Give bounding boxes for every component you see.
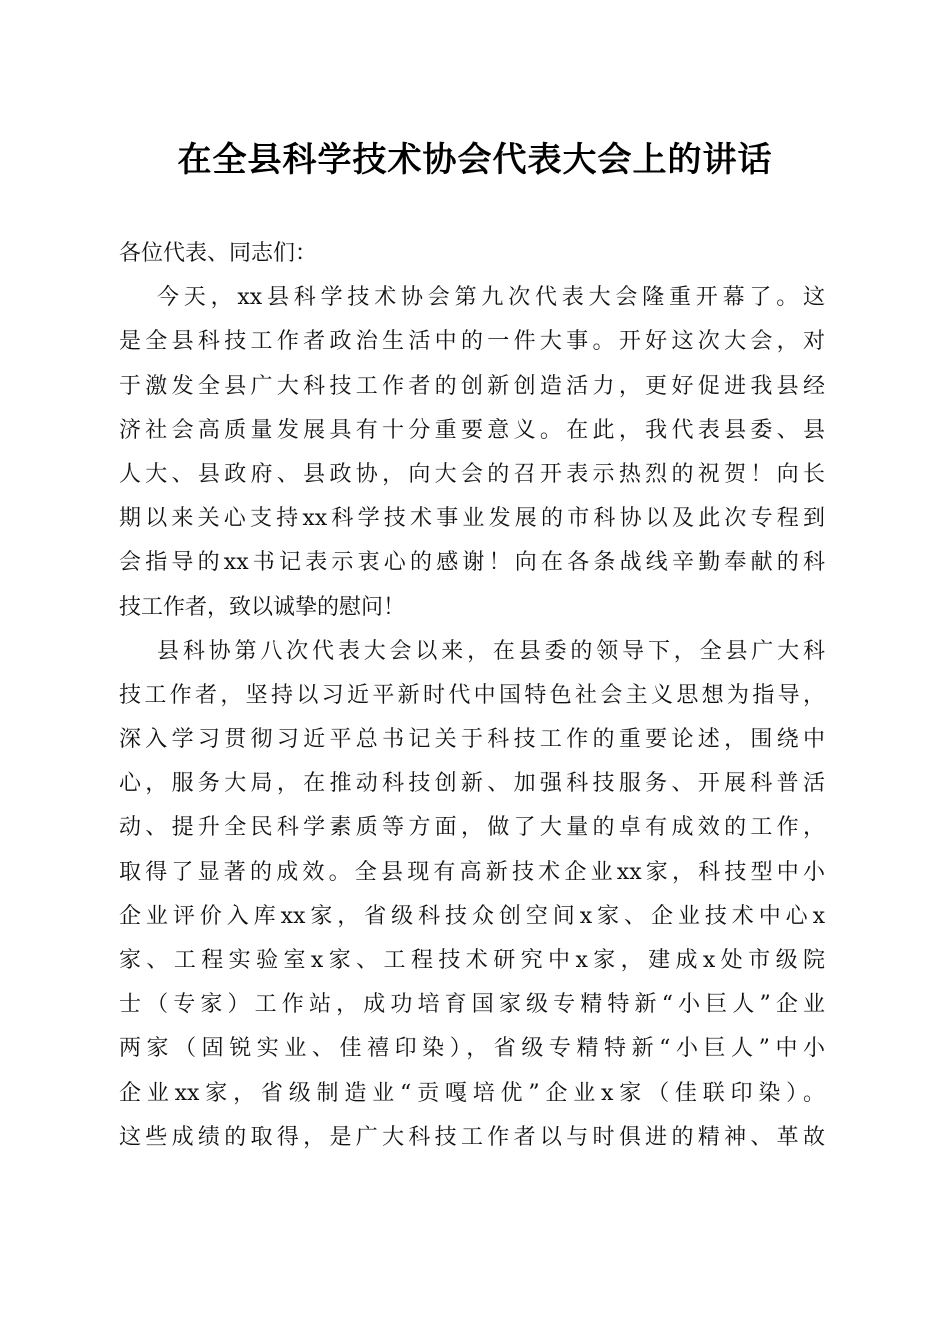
paragraph-line: 家、工程实验室x家、工程技术研究中x家，建成x处市级院 [119, 948, 825, 973]
paragraph-line: 济社会高质量发展具有十分重要意义。在此，我代表县委、县 [119, 417, 825, 443]
paragraph-line: 人大、县政府、县政协，向大会的召开表示热烈的祝贺！向长 [119, 461, 825, 487]
salutation: 各位代表、同志们： [119, 241, 318, 266]
paragraph-line: 会指导的xx书记表示衷心的感谢！向在各条战线辛勤奉献的科 [119, 550, 825, 576]
paragraph-line: 于激发全县广大科技工作者的创新创造活力，更好促进我县经 [119, 373, 825, 399]
document-title: 在全县科学技术协会代表大会上的讲话 [177, 140, 773, 180]
paragraph-line: 取得了显著的成效。全县现有高新技术企业xx家，科技型中小 [119, 859, 825, 885]
paragraph-line: 技工作者，致以诚挚的慰问！ [119, 594, 406, 620]
paragraph-line: 企业评价入库xx家，省级科技众创空间x家、企业技术中心x [119, 903, 825, 929]
paragraph-line: 士（专家）工作站，成功培育国家级专精特新“小巨人”企业 [119, 992, 825, 1018]
document-body [119, 232, 825, 1160]
paragraph-line: 期以来关心支持xx科学技术事业发展的市科协以及此次专程到 [119, 506, 825, 532]
paragraph-2 [119, 630, 825, 1160]
paragraph-line: 是全县科技工作者政治生活中的一件大事。开好这次大会，对 [119, 329, 825, 355]
paragraph-line: 今天，xx县科学技术协会第九次代表大会隆重开幕了。这 [157, 285, 825, 311]
paragraph-line: 技工作者，坚持以习近平新时代中国特色社会主义思想为指导， [119, 682, 825, 708]
paragraph-line: 动、提升全民科学素质等方面，做了大量的卓有成效的工作， [119, 815, 825, 841]
paragraph-line: 深入学习贯彻习近平总书记关于科技工作的重要论述，围绕中 [119, 727, 825, 753]
paragraph-1 [119, 276, 825, 630]
paragraph-line: 县科协第八次代表大会以来，在县委的领导下，全县广大科 [157, 638, 825, 664]
paragraph-line: 企业xx家，省级制造业“贡嘎培优”企业x家（佳联印染）。 [119, 1080, 825, 1106]
paragraph-line: 这些成绩的取得，是广大科技工作者以与时俱进的精神、革故 [119, 1124, 825, 1150]
paragraph-line: 两家（固锐实业、佳禧印染），省级专精特新“小巨人”中小 [119, 1036, 825, 1062]
paragraph-line: 心，服务大局，在推动科技创新、加强科技服务、开展科普活 [119, 771, 825, 797]
